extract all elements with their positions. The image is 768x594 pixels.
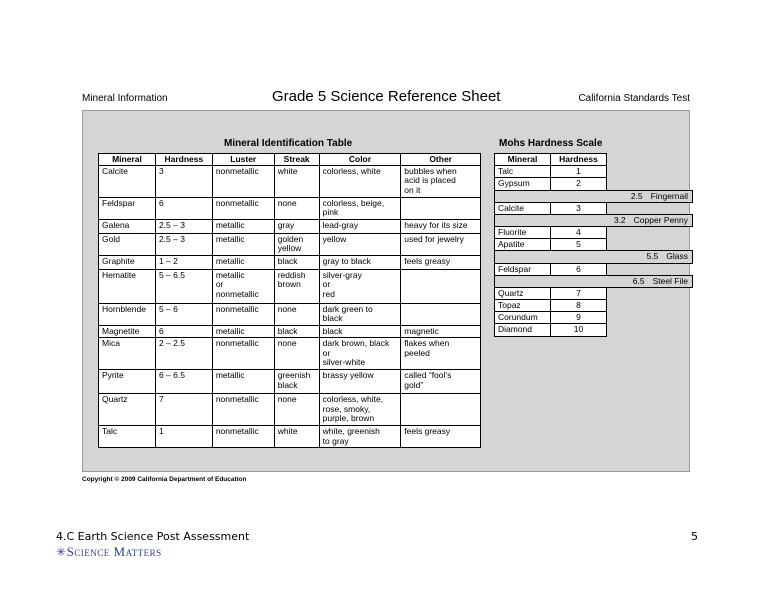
mohs-row <box>495 287 693 299</box>
mineral-streak-cell: none <box>274 338 319 370</box>
mohs-mineral-cell: Fluorite <box>495 227 551 239</box>
copyright-notice: Copyright © 2009 California Department of Education <box>82 476 247 483</box>
mineral-other-cell <box>401 304 481 326</box>
column-header: Mineral <box>99 154 156 166</box>
mineral-mineral-cell: Hematite <box>99 270 156 304</box>
mohs-spacer-cell <box>607 166 693 178</box>
mineral-hardness-cell: 5 – 6.5 <box>155 270 212 304</box>
mineral-streak-cell: none <box>274 394 319 426</box>
mineral-hardness-cell: 2.5 – 3 <box>155 234 212 256</box>
asterisk-icon: ✳ <box>56 545 67 559</box>
mineral-luster-cell: metallic <box>212 370 274 394</box>
mineral-luster-cell: metallic <box>212 220 274 234</box>
mohs-spacer-cell <box>607 202 693 214</box>
mineral-row <box>99 326 481 338</box>
mineral-other-cell: feels greasy <box>401 426 481 448</box>
mohs-hardness-cell: 8 <box>551 300 607 312</box>
sheet-header <box>80 88 692 110</box>
mineral-mineral-cell: Talc <box>99 426 156 448</box>
mineral-luster-cell: metallic or nonmetallic <box>212 270 274 304</box>
mohs-row <box>495 324 693 336</box>
mohs-marker-value: 6.5 <box>632 275 645 286</box>
mineral-row <box>99 220 481 234</box>
mohs-marker-row <box>495 251 693 263</box>
mineral-luster-cell: nonmetallic <box>212 338 274 370</box>
mohs-row <box>495 166 693 178</box>
mohs-marker-row <box>495 214 693 226</box>
mohs-hardness-table <box>494 153 693 337</box>
mineral-color-cell: dark brown, black or silver-white <box>319 338 401 370</box>
mineral-hardness-cell: 3 <box>155 166 212 198</box>
mohs-hardness-cell: 3 <box>551 202 607 214</box>
mineral-hardness-cell: 2 – 2.5 <box>155 338 212 370</box>
mineral-mineral-cell: Quartz <box>99 394 156 426</box>
mineral-streak-cell: black <box>274 326 319 338</box>
mohs-mineral-cell: Talc <box>495 166 551 178</box>
mohs-hardness-cell: 6 <box>551 263 607 275</box>
mineral-other-cell: magnetic <box>401 326 481 338</box>
mineral-color-cell: brassy yellow <box>319 370 401 394</box>
mineral-streak-cell: gray <box>274 220 319 234</box>
mineral-other-cell: heavy for its size <box>401 220 481 234</box>
mohs-marker-name: Steel File <box>652 275 688 286</box>
mineral-mineral-cell: Pyrite <box>99 370 156 394</box>
mineral-other-cell: called “fool’s gold” <box>401 370 481 394</box>
mineral-hardness-cell: 7 <box>155 394 212 426</box>
mohs-hardness-cell: 9 <box>551 312 607 324</box>
mineral-luster-cell: nonmetallic <box>212 166 274 198</box>
mineral-mineral-cell: Calcite <box>99 166 156 198</box>
mineral-row <box>99 256 481 270</box>
mineral-luster-cell: metallic <box>212 326 274 338</box>
mohs-spacer-cell <box>607 263 693 275</box>
mohs-marker-row <box>495 275 693 287</box>
mohs-mineral-cell: Feldspar <box>495 263 551 275</box>
mohs-marker-value: 3.2 <box>613 214 626 225</box>
mineral-row <box>99 198 481 220</box>
mohs-marker-cell <box>495 190 693 202</box>
mineral-color-cell: colorless, white <box>319 166 401 198</box>
page-number: 5 <box>691 530 698 543</box>
mohs-mineral-cell: Gypsum <box>495 178 551 190</box>
mineral-other-cell: bubbles when acid is placed on it <box>401 166 481 198</box>
mineral-identification-table <box>98 153 481 448</box>
mohs-spacer-cell <box>607 324 693 336</box>
mineral-row <box>99 370 481 394</box>
column-header: Streak <box>274 154 319 166</box>
mineral-streak-cell: none <box>274 304 319 326</box>
assessment-label: 4.C Earth Science Post Assessment <box>56 530 250 543</box>
mineral-luster-cell: nonmetallic <box>212 394 274 426</box>
mineral-luster-cell: nonmetallic <box>212 198 274 220</box>
mineral-streak-cell: black <box>274 256 319 270</box>
mineral-streak-cell: golden yellow <box>274 234 319 256</box>
column-header: Hardness <box>155 154 212 166</box>
mineral-row <box>99 338 481 370</box>
mineral-color-cell: black <box>319 326 401 338</box>
mohs-marker-name: Glass <box>666 251 688 262</box>
column-header: Other <box>401 154 481 166</box>
column-header: Color <box>319 154 401 166</box>
mineral-other-cell: used for jewelry <box>401 234 481 256</box>
mineral-luster-cell: nonmetallic <box>212 304 274 326</box>
mineral-hardness-cell: 6 <box>155 326 212 338</box>
column-header: Mineral <box>495 154 551 166</box>
mineral-other-cell: feels greasy <box>401 256 481 270</box>
mineral-color-cell: gray to black <box>319 256 401 270</box>
brand-name: Science Matters <box>66 544 162 559</box>
mineral-mineral-cell: Feldspar <box>99 198 156 220</box>
mohs-mineral-cell: Topaz <box>495 300 551 312</box>
mineral-row <box>99 394 481 426</box>
mohs-hardness-cell: 10 <box>551 324 607 336</box>
page-title: Grade 5 Science Reference Sheet <box>272 88 501 105</box>
mohs-hardness-cell: 4 <box>551 227 607 239</box>
mohs-spacer-cell <box>607 312 693 324</box>
mohs-row <box>495 202 693 214</box>
mohs-row <box>495 263 693 275</box>
mineral-mineral-cell: Hornblende <box>99 304 156 326</box>
mineral-color-cell: yellow <box>319 234 401 256</box>
mohs-header-row <box>495 154 693 166</box>
mohs-mineral-cell: Calcite <box>495 202 551 214</box>
mineral-streak-cell: none <box>274 198 319 220</box>
mohs-spacer-cell <box>607 287 693 299</box>
mohs-hardness-cell: 2 <box>551 178 607 190</box>
mohs-table-title: Mohs Hardness Scale <box>499 138 603 149</box>
mineral-row <box>99 304 481 326</box>
mineral-other-cell <box>401 198 481 220</box>
mohs-row <box>495 239 693 251</box>
mohs-marker-cell <box>495 275 693 287</box>
mineral-mineral-cell: Galena <box>99 220 156 234</box>
mohs-row <box>495 312 693 324</box>
mineral-mineral-cell: Mica <box>99 338 156 370</box>
mohs-mineral-cell: Quartz <box>495 287 551 299</box>
mineral-row <box>99 234 481 256</box>
mineral-row <box>99 270 481 304</box>
mineral-color-cell: white, greenish to gray <box>319 426 401 448</box>
mineral-color-cell: colorless, white, rose, smoky, purple, brown <box>319 394 401 426</box>
mineral-header-row <box>99 154 481 166</box>
mineral-table-title: Mineral Identification Table <box>224 138 353 149</box>
mineral-streak-cell: reddish brown <box>274 270 319 304</box>
mineral-luster-cell: metallic <box>212 256 274 270</box>
mohs-hardness-cell: 5 <box>551 239 607 251</box>
mineral-row <box>99 426 481 448</box>
mohs-hardness-cell: 7 <box>551 287 607 299</box>
mineral-mineral-cell: Gold <box>99 234 156 256</box>
brand-logo <box>56 544 162 560</box>
mohs-marker-cell <box>495 251 693 263</box>
mohs-hardness-cell: 1 <box>551 166 607 178</box>
mohs-mineral-cell: Diamond <box>495 324 551 336</box>
mohs-marker-value: 2.5 <box>630 190 643 201</box>
mineral-hardness-cell: 1 – 2 <box>155 256 212 270</box>
header-left-label: Mineral Information <box>82 93 168 104</box>
mohs-row <box>495 227 693 239</box>
mineral-hardness-cell: 6 – 6.5 <box>155 370 212 394</box>
mohs-spacer-cell <box>607 300 693 312</box>
mineral-color-cell: colorless, beige, pink <box>319 198 401 220</box>
mineral-hardness-cell: 6 <box>155 198 212 220</box>
mohs-spacer-cell <box>607 227 693 239</box>
mineral-color-cell: silver-gray or red <box>319 270 401 304</box>
mineral-luster-cell: metallic <box>212 234 274 256</box>
mineral-other-cell <box>401 270 481 304</box>
mineral-hardness-cell: 1 <box>155 426 212 448</box>
column-header: Luster <box>212 154 274 166</box>
mohs-marker-row <box>495 190 693 202</box>
mineral-mineral-cell: Graphite <box>99 256 156 270</box>
mohs-row <box>495 300 693 312</box>
mineral-row <box>99 166 481 198</box>
mohs-spacer-cell <box>607 239 693 251</box>
mineral-color-cell: lead-gray <box>319 220 401 234</box>
mineral-streak-cell: white <box>274 166 319 198</box>
mohs-marker-name: Copper Penny <box>633 214 688 225</box>
mohs-row <box>495 178 693 190</box>
mineral-streak-cell: white <box>274 426 319 448</box>
mohs-marker-cell <box>495 214 693 226</box>
mineral-color-cell: dark green to black <box>319 304 401 326</box>
mineral-mineral-cell: Magnetite <box>99 326 156 338</box>
mineral-streak-cell: greenish black <box>274 370 319 394</box>
mineral-hardness-cell: 2.5 – 3 <box>155 220 212 234</box>
mohs-marker-name: Fingernail <box>650 190 688 201</box>
mohs-mineral-cell: Apatite <box>495 239 551 251</box>
mohs-marker-value: 5.5 <box>646 251 659 262</box>
mineral-luster-cell: nonmetallic <box>212 426 274 448</box>
mineral-other-cell <box>401 394 481 426</box>
mohs-spacer-cell <box>607 178 693 190</box>
header-right-label: California Standards Test <box>578 93 690 104</box>
mineral-other-cell: flakes when peeled <box>401 338 481 370</box>
mohs-mineral-cell: Corundum <box>495 312 551 324</box>
column-header: Hardness <box>551 154 607 166</box>
mineral-hardness-cell: 5 – 6 <box>155 304 212 326</box>
